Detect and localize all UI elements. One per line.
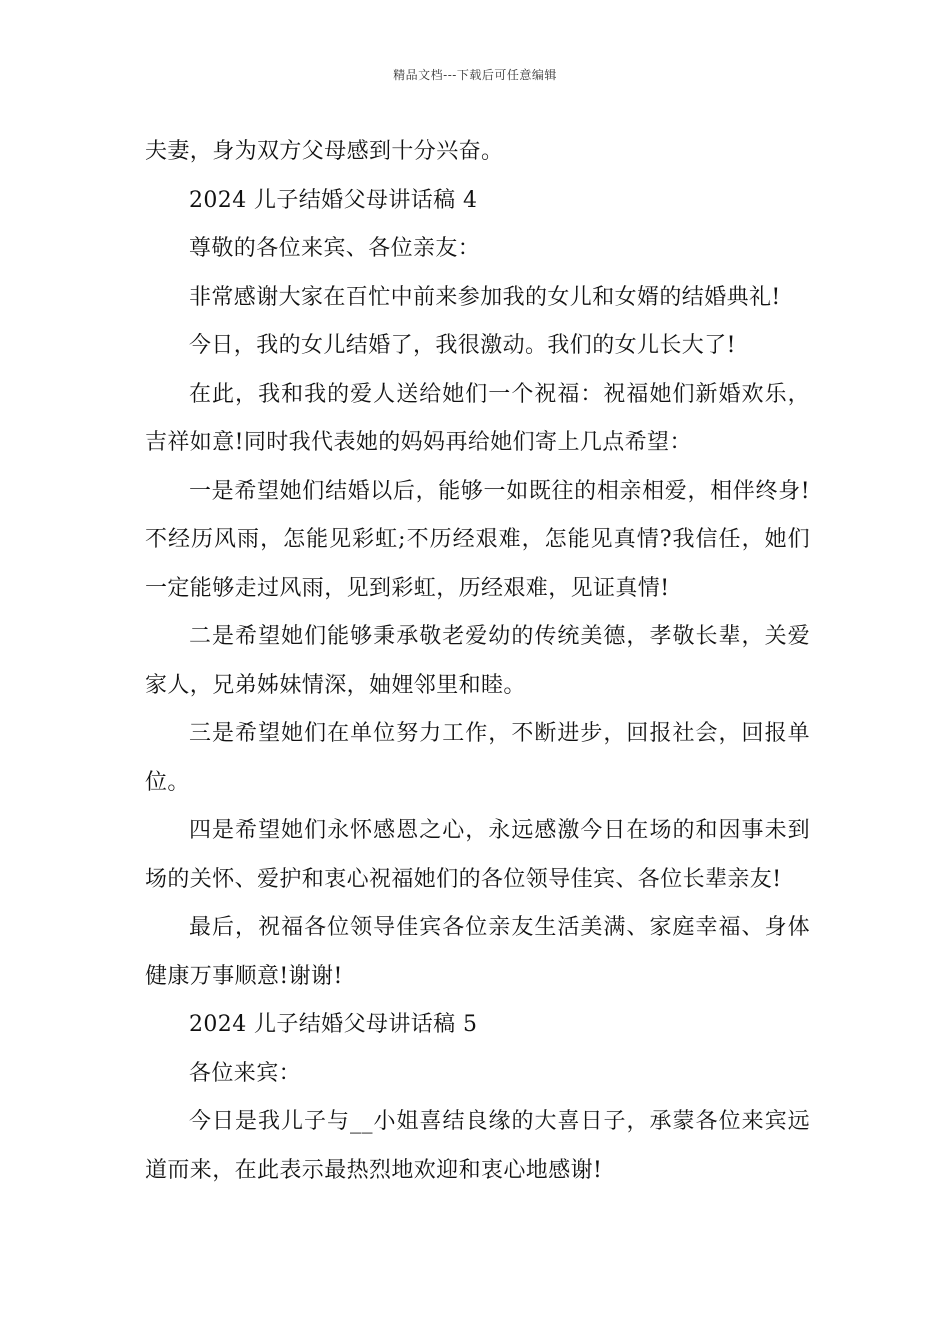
paragraph: 四是希望她们永怀感恩之心，永远感激今日在场的和因事未到场的关怀、爱护和衷心祝福她们的各位领导佳宾、各位长辈亲友!	[145, 818, 810, 892]
document-body	[145, 128, 810, 1195]
paragraph: 非常感谢大家在百忙中前来参加我的女儿和女婿的结婚典礼!	[189, 284, 781, 310]
paragraph: 今日，我的女儿结婚了，我很激动。我们的女儿长大了!	[189, 333, 736, 358]
paragraph: 今日是我儿子与__小姐喜结良缘的大喜日子，承蒙各位来宾远道而来，在此表示最热烈地欢迎和衷心地感谢!	[145, 1109, 810, 1183]
paragraph: 二是希望她们能够秉承敬老爱幼的传统美德，孝敬长辈，关爱家人，兄弟姊妹情深，妯娌邻里和睦。	[145, 624, 810, 698]
page-header: 精品文档---下载后可任意编辑	[393, 68, 557, 82]
section-title-4: 2024 儿子结婚父母讲话稿 4	[189, 187, 478, 213]
section-title-5: 2024 儿子结婚父母讲话稿 5	[189, 1012, 478, 1037]
paragraph: 三是希望她们在单位努力工作，不断进步，回报社会，回报单位。	[145, 721, 810, 795]
paragraph: 一是希望她们结婚以后，能够一如既往的相亲相爱，相伴终身!不经历风雨，怎能见彩虹;不历经艰难，怎能见真情?我信任，她们一定能够走过风雨，见到彩虹，历经艰难，见证真情!	[145, 478, 810, 601]
salutation: 各位来宾：	[189, 1060, 302, 1086]
paragraph-continuation: 夫妻，身为双方父母感到十分兴奋。	[145, 139, 504, 164]
paragraph: 在此，我和我的爱人送给她们一个祝福：祝福她们新婚欢乐，吉祥如意!同时我代表她的妈妈再给她们寄上几点希望：	[145, 381, 810, 455]
paragraph: 最后，祝福各位领导佳宾各位亲友生活美满、家庭幸福、身体健康万事顺意!谢谢!	[145, 915, 810, 989]
salutation: 尊敬的各位来宾、各位亲友：	[189, 236, 481, 261]
